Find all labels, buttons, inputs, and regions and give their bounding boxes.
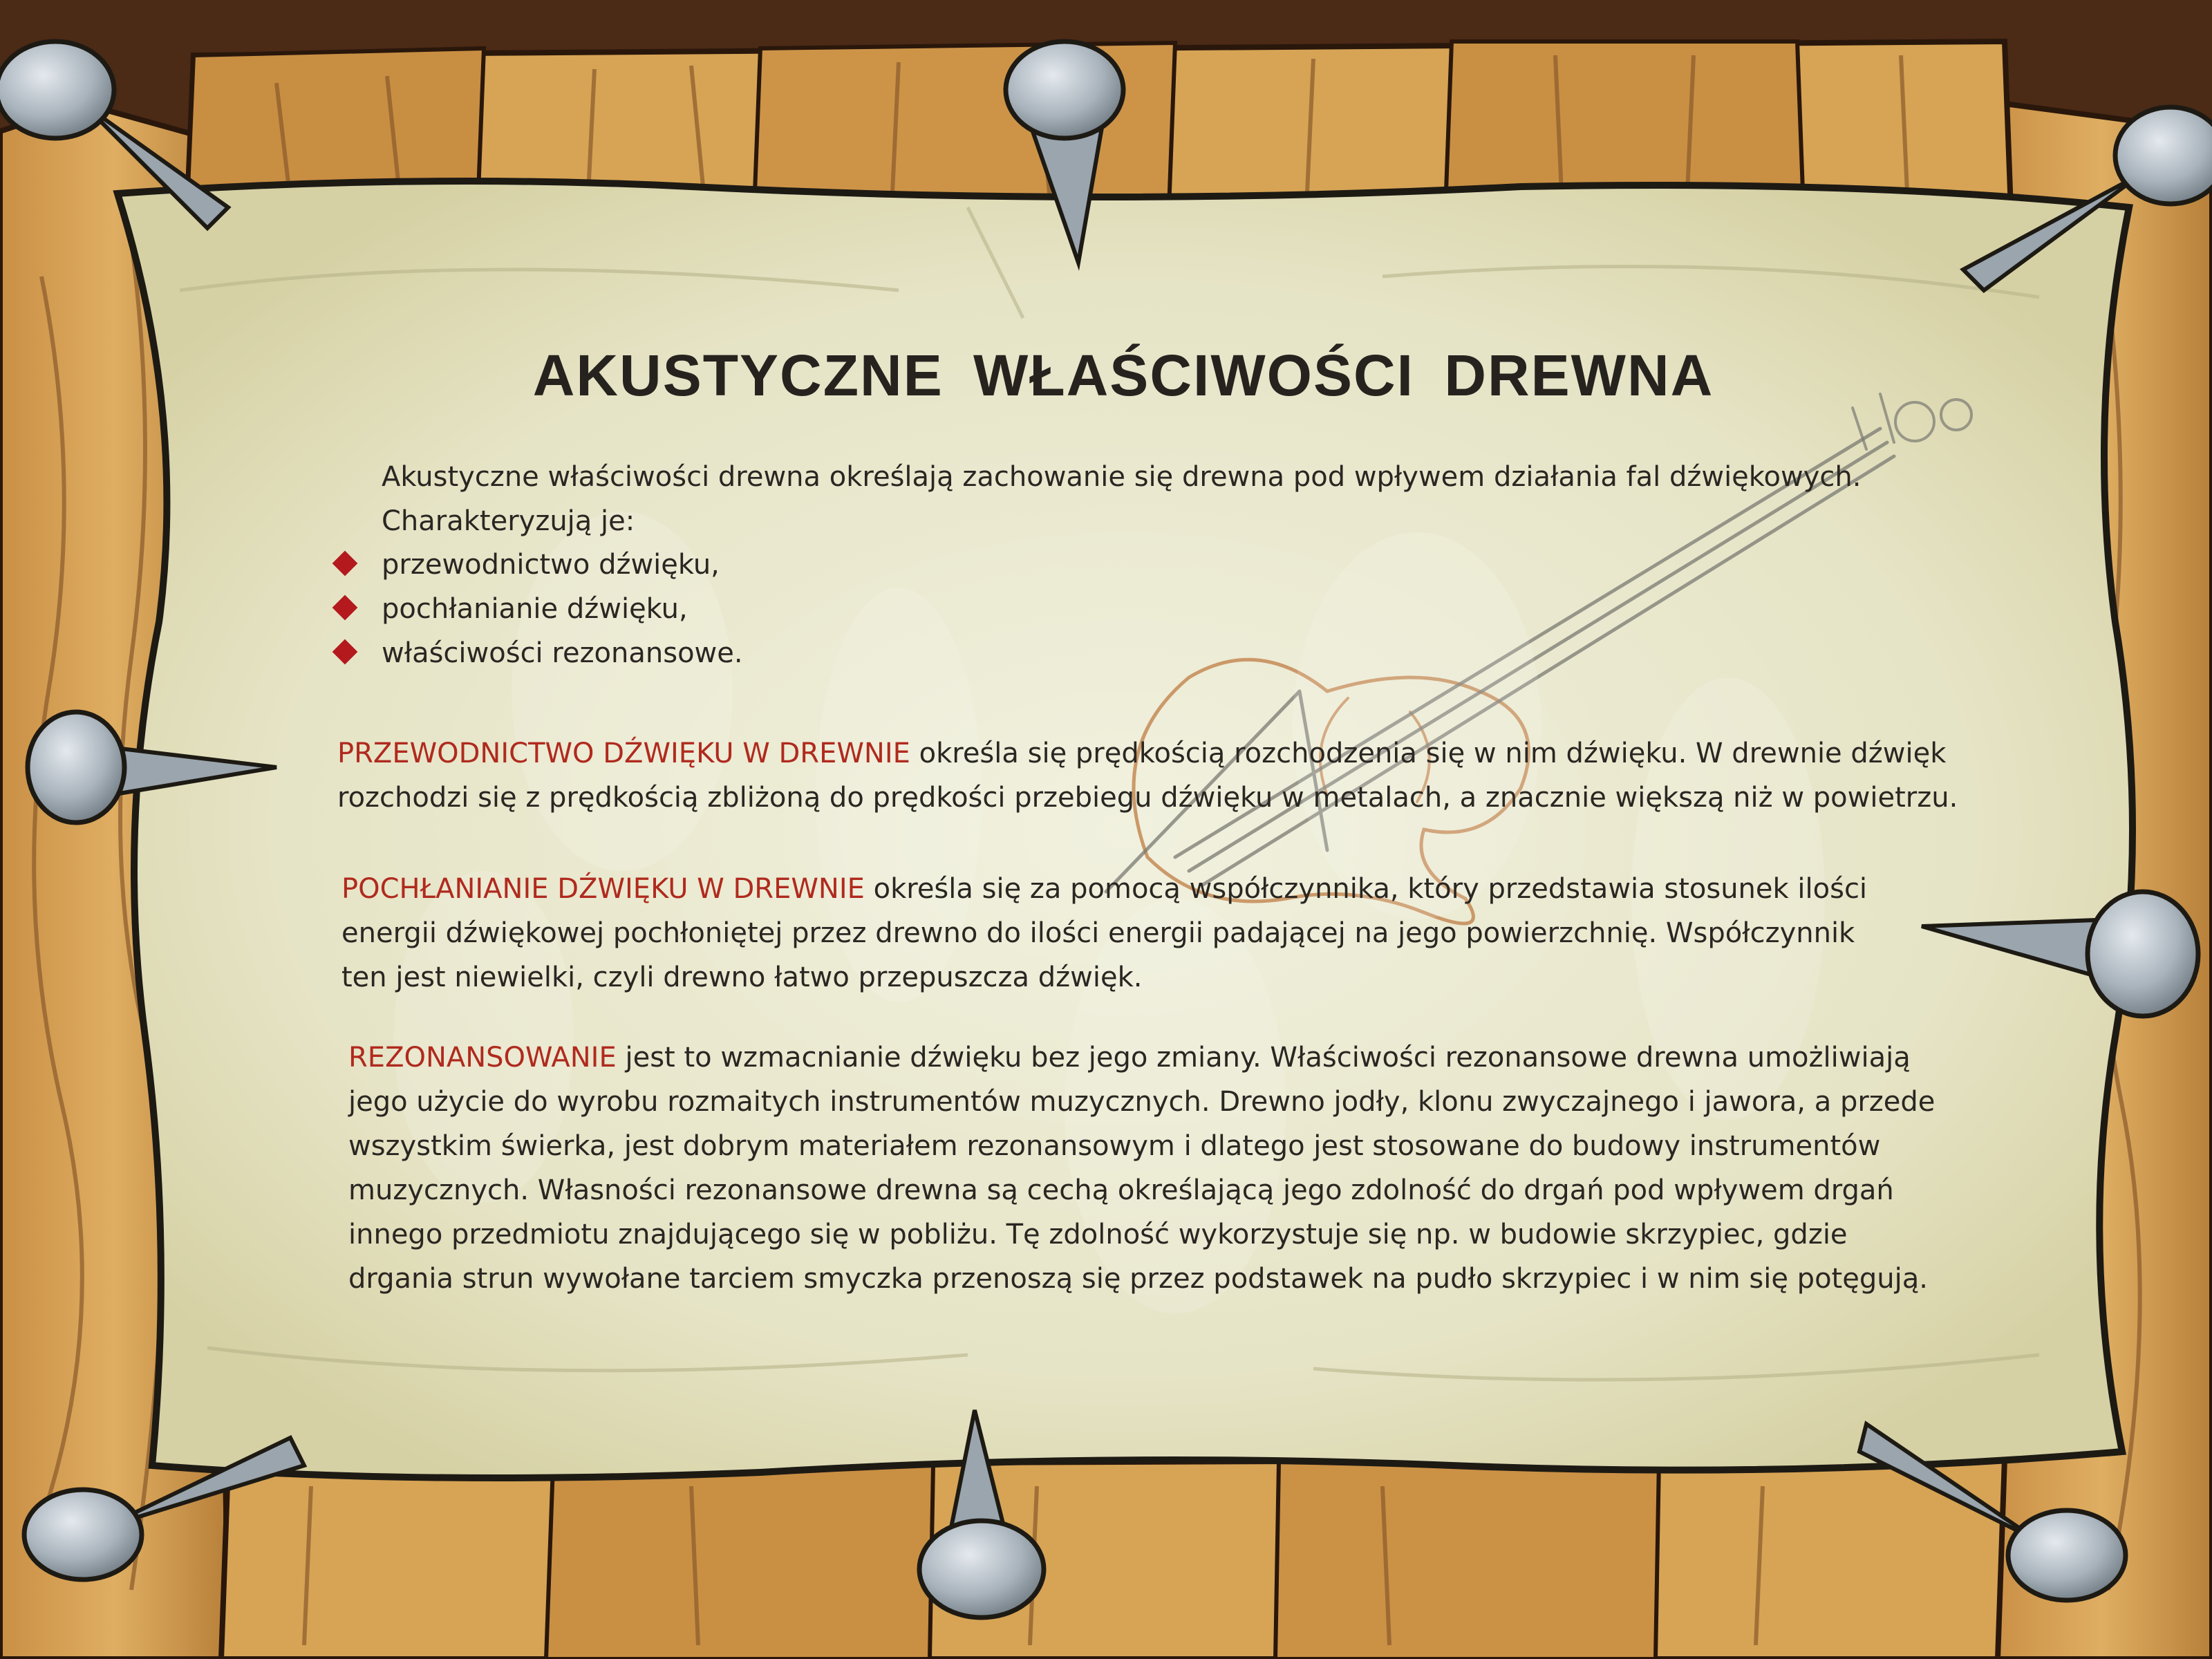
paragraph-line [337, 731, 1958, 776]
paragraph-line [348, 1035, 1935, 1080]
section-absorption [341, 867, 1867, 1000]
paragraph-line: energii dźwiękowej pochłoniętej przez drewno do ilości energii padającej na jego powierzchnię. Współczynnik [341, 917, 1855, 949]
sign-title: AKUSTYCZNE WŁAŚCIWOŚCI DREWNA [532, 343, 1714, 408]
paragraph-text: jest to wzmacnianie dźwięku bez jego zmiany. Właściwości rezonansowe drewna umożliwiają [616, 1042, 1911, 1074]
paragraph-text: określa się prędkością rozchodzenia się w nim dźwięku. W drewnie dźwięk [910, 738, 1947, 769]
paragraph-text: określa się za pomocą współczynnika, który przedstawia stosunek ilości [864, 873, 1868, 905]
list-item [330, 543, 743, 587]
diamond-bullet-icon [332, 639, 358, 665]
paragraph-line: innego przedmiotu znajdującego się w pobliżu. Tę zdolność wykorzystuje się np. w budowie skrzypiec, gdzie [348, 1219, 1848, 1250]
section-resonance [348, 1035, 1935, 1301]
section-conductivity [337, 731, 1958, 820]
section-keyword: POCHŁANIANIE DŹWIĘKU W DREWNIE [341, 873, 865, 905]
section-keyword: REZONANSOWANIE [348, 1042, 617, 1074]
paragraph-line: wszystkim świerka, jest dobrym materiałem rezonansowym i dlatego jest stosowane do budowy instrumentów [348, 1130, 1881, 1162]
paragraph-line [341, 867, 1867, 911]
bullet-list [330, 543, 743, 675]
intro-line: Charakteryzują je: [382, 505, 635, 537]
bullet-text: przewodnictwo dźwięku, [382, 549, 720, 581]
paragraph-line: rozchodzi się z prędkością zbliżoną do prędkości przebiegu dźwięku w metalach, a znacznie większą niż w powietrzu. [337, 782, 1958, 814]
intro-line: Akustyczne właściwości drewna określają zachowanie się drewna pod wpływem działania fal dźwiękowych. [382, 461, 1862, 493]
list-item [330, 587, 743, 631]
diamond-bullet-icon [332, 551, 358, 577]
paragraph-line: drgania strun wywołane tarciem smyczka przenoszą się przez podstawek na pudło skrzypiec i w nim się potęgują. [348, 1263, 1928, 1295]
bullet-text: właściwości rezonansowe. [382, 637, 743, 669]
paragraph-line: muzycznych. Własności rezonansowe drewna są cechą określającą jego zdolność do drgań pod wpływem drgań [348, 1174, 1894, 1206]
bullet-text: pochłanianie dźwięku, [382, 593, 688, 625]
section-keyword: PRZEWODNICTWO DŹWIĘKU W DREWNIE [337, 738, 910, 769]
list-item [330, 631, 743, 675]
paragraph-line: ten jest niewielki, czyli drewno łatwo przepuszcza dźwięk. [341, 962, 1143, 993]
diamond-bullet-icon [332, 595, 358, 621]
intro-paragraph [382, 455, 1861, 543]
paragraph-line: jego użycie do wyrobu rozmaitych instrumentów muzycznych. Drewno jodły, klonu zwyczajnego i jawora, a przede [348, 1086, 1936, 1118]
